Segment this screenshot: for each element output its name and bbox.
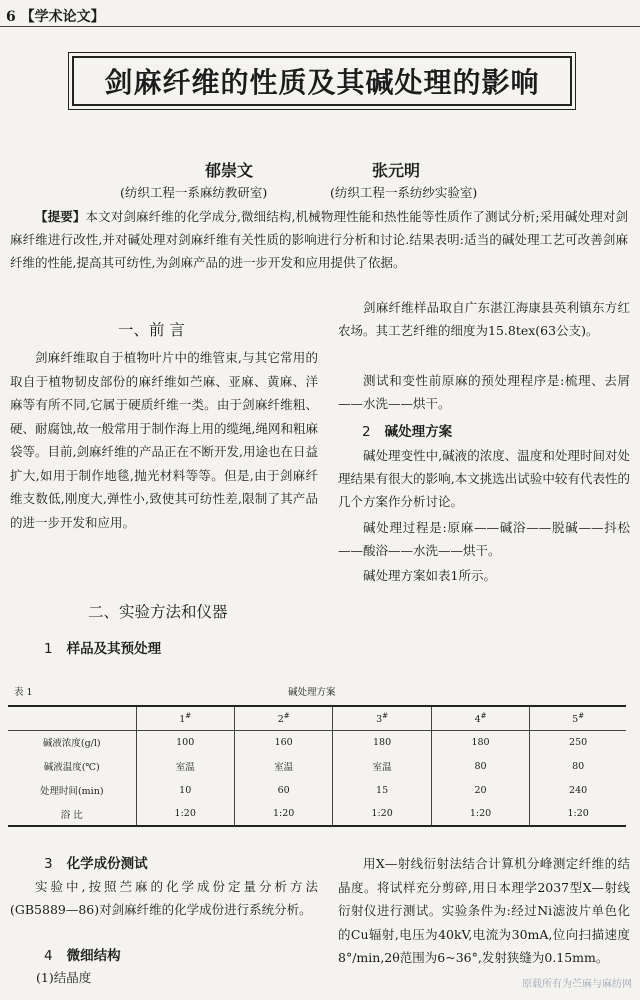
subsection-3-number: 3 <box>44 856 53 872</box>
abstract-text: 本文对剑麻纤维的化学成分,微细结构,机械物理性能和热性能等性质作了测试分析;采用碱处理对剑麻纤维进行改性,并对碱处理对剑麻纤维有关性质的影响进行分析和讨论.结果表明:适当的碱处理工艺可改善剑麻纤维的性能,提高其可纺性,为剑麻产品的进一步开发和应用提供了依据。 <box>10 209 628 270</box>
table-label: 表 1 <box>14 687 33 698</box>
table-reference-paragraph: 碱处理方案如表1所示。 <box>363 568 496 583</box>
table-cell: 1:20 <box>530 802 626 826</box>
section-2-heading: 二、实验方法和仪器 <box>88 603 228 621</box>
sample-source-paragraph: 剑麻纤维样品取自广东湛江海康县英利镇东方红农场。其工艺纤维的细度为15.8tex(63公支)。 <box>338 300 630 338</box>
table-row <box>8 730 626 754</box>
table-cell: 1:20 <box>136 802 234 826</box>
alkali-scheme-table <box>8 705 626 827</box>
subsection-3-heading <box>44 852 148 872</box>
table-cell: 100 <box>136 730 234 754</box>
subsection-2-heading <box>362 420 452 440</box>
table-cell: 1:20 <box>333 802 431 826</box>
table-cell: 处理时间(min) <box>39 786 104 797</box>
author-2-name: 张元明 <box>372 161 421 180</box>
subsection-2-title: 碱处理方案 <box>384 424 453 440</box>
page-number: 6 <box>6 9 16 25</box>
table-cell: 室温 <box>136 754 234 778</box>
table-cell: 160 <box>234 730 332 754</box>
watermark: 原载所有为苎麻与麻纺网 <box>522 979 632 990</box>
table-cell: 15 <box>333 778 431 802</box>
subsection-2-number: 2 <box>362 424 371 440</box>
table-cell: 浴 比 <box>8 802 136 826</box>
subsection-3-title: 化学成份测试 <box>66 856 148 872</box>
alkali-scheme-paragraph: 碱处理变性中,碱液的浓度、温度和处理时间对处理结果有很大的影响,本文挑选出试验中较有代表性的几个方案作分析讨论。 <box>338 448 630 509</box>
table-cell: 室温 <box>234 754 332 778</box>
table-cell: 1:20 <box>234 802 332 826</box>
table-row <box>8 778 626 802</box>
table-header-cell <box>8 706 136 730</box>
author-1-affiliation: (纺织工程一系麻纺教研室) <box>120 185 268 200</box>
table-header-cell: 2# <box>234 706 332 730</box>
header-rule <box>0 26 640 27</box>
author-1-name: 郁崇文 <box>205 161 254 180</box>
table-cell: 碱液浓度(g/l) <box>42 738 101 750</box>
table-header-row <box>8 706 626 730</box>
table-header-cell: 1# <box>136 706 234 730</box>
xray-paragraph: 用X—射线衍射法结合计算机分峰测定纤维的结晶度。将试样充分剪碎,用日本理学2037型X—射线衍射仪进行测试。实验条件为:经过Ni滤波片单色化的Cu辐射,电压为40kV,电流为30mA,位向扫描速度8°/min,2θ范围为6~36°,发射狭缝为0.15mm。 <box>338 856 630 965</box>
table-row <box>8 802 626 826</box>
table-cell: 180 <box>431 730 529 754</box>
table-header-cell: 5# <box>530 706 626 730</box>
table-cell: 碱液温度(℃) <box>43 762 100 773</box>
paper-title: 剑麻纤维的性质及其碱处理的影响 <box>72 56 572 106</box>
pretreatment-paragraph: 测试和变性前原麻的预处理程序是:梳理、去屑——水洗——烘干。 <box>338 373 630 411</box>
section-1-heading: 一、前 言 <box>118 321 185 339</box>
subsection-1-title: 样品及其预处理 <box>66 641 162 657</box>
table-caption: 碱处理方案 <box>288 687 336 698</box>
abstract <box>10 205 628 274</box>
table-cell: 60 <box>234 778 332 802</box>
table-cell: 240 <box>530 778 626 802</box>
table-cell: 250 <box>530 730 626 754</box>
author-2-affiliation: (纺织工程一系纺纱实验室) <box>330 185 478 200</box>
table-cell: 20 <box>431 778 529 802</box>
subsection-1-heading <box>44 637 161 657</box>
abstract-label: 【提要】 <box>35 209 86 224</box>
table-cell: 10 <box>136 778 234 802</box>
subsection-4-title: 微细结构 <box>66 948 121 964</box>
subsection-4-number: 4 <box>44 948 53 964</box>
table-header-cell: 4# <box>431 706 529 730</box>
alkali-process-paragraph: 碱处理过程是:原麻——碱浴——脱碱——抖松——酸浴——水洗——烘干。 <box>338 520 630 558</box>
chemical-analysis-paragraph: 实验中,按照苎麻的化学成份定量分析方法(GB5889—86)对剑麻纤维的化学成份进行系统分析。 <box>10 879 318 917</box>
section-1-text: 剑麻纤维取自于植物叶片中的维管束,与其它常用的取自于植物韧皮部份的麻纤维如苎麻、亚麻、黄麻、洋麻等有所不同,它属于硬质纤维一类。由于剑麻纤维粗、硬、耐腐蚀,故一般常用于制作海上用的缆绳,绳网和粗麻袋等。目前,剑麻纤维的产品正在不断开发,用途也在日益扩大,如用于制作地毯,抛光材料等等。但是,由于剑麻纤维支数低,刚度大,弹性小,致使其可纺性差,限制了其产品的进一步开发和应用。 <box>10 350 318 530</box>
table-cell: 室温 <box>333 754 431 778</box>
table-cell: 180 <box>333 730 431 754</box>
table-header-cell: 3# <box>333 706 431 730</box>
table-cell: 80 <box>431 754 529 778</box>
crystallinity-item: (1)结晶度 <box>36 970 92 985</box>
page-header <box>6 6 105 26</box>
table-row <box>8 754 626 778</box>
subsection-1-number: 1 <box>44 641 53 657</box>
column-label: 【学术论文】 <box>20 9 105 25</box>
subsection-4-heading <box>44 944 121 964</box>
table-cell: 80 <box>530 754 626 778</box>
table-cell: 1:20 <box>431 802 529 826</box>
